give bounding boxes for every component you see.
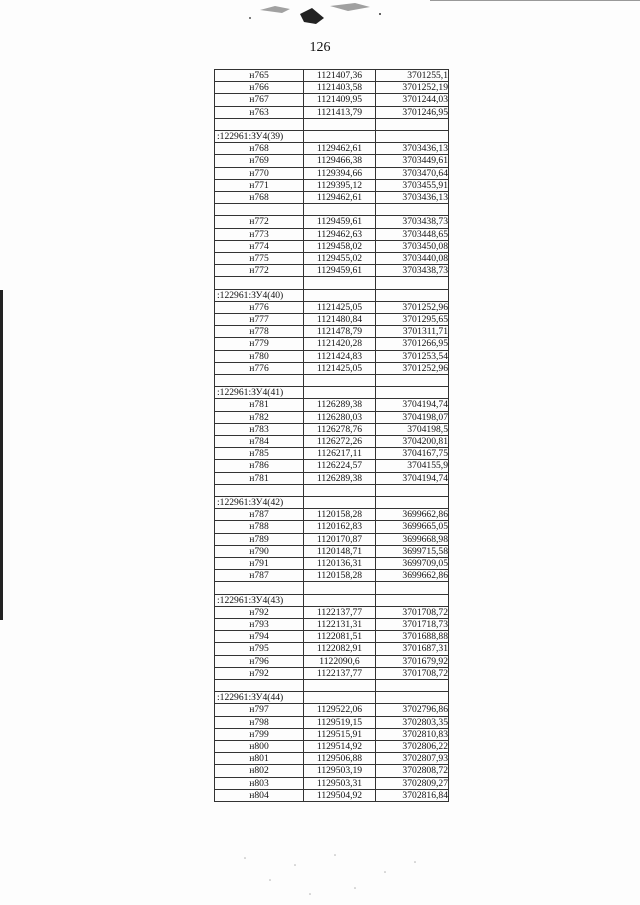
y-coordinate: 3703436,13 [376,143,449,155]
x-coordinate: 1122131,31 [304,619,376,631]
parcel-header-row [215,131,449,143]
point-id: н768 [215,143,304,155]
point-id: н772 [215,265,304,277]
point-id: н771 [215,179,304,191]
point-id: н767 [215,94,304,106]
scan-binding-edge [0,290,3,620]
y-coordinate: 3701687,31 [376,643,449,655]
x-coordinate: 1121407,36 [304,70,376,82]
point-id: н782 [215,411,304,423]
parcel-header-row [215,497,449,509]
y-coordinate: 3701252,96 [376,301,449,313]
point-id: н795 [215,643,304,655]
point-id: н787 [215,570,304,582]
y-coordinate: 3704198,5 [376,423,449,435]
table-row [215,179,449,191]
y-coordinate: 3699709,05 [376,558,449,570]
x-coordinate: 1121420,28 [304,338,376,350]
x-coordinate: 1126289,38 [304,399,376,411]
point-id: н791 [215,558,304,570]
y-coordinate: 3703448,65 [376,228,449,240]
x-coordinate: 1121425,05 [304,362,376,374]
point-id: н793 [215,619,304,631]
y-coordinate: 3701255,1 [376,70,449,82]
y-coordinate: 3701244,03 [376,94,449,106]
x-coordinate: 1122090,6 [304,655,376,667]
point-id: н781 [215,472,304,484]
x-coordinate: 1129394,66 [304,167,376,179]
y-coordinate: 3701708,72 [376,606,449,618]
x-coordinate: 1129503,31 [304,777,376,789]
y-coordinate: 3701679,92 [376,655,449,667]
table-row [215,314,449,326]
spacer-row [215,582,449,594]
point-id: н794 [215,631,304,643]
point-id: н804 [215,789,304,801]
point-id: н792 [215,606,304,618]
table-row [215,399,449,411]
table-row [215,423,449,435]
y-coordinate: 3701252,96 [376,362,449,374]
table-row [215,82,449,94]
point-id: н772 [215,216,304,228]
x-coordinate: 1120148,71 [304,545,376,557]
y-coordinate: 3702816,84 [376,789,449,801]
point-id: н775 [215,253,304,265]
table-row [215,253,449,265]
x-coordinate: 1120158,28 [304,509,376,521]
table-row [215,460,449,472]
x-coordinate: 1129462,63 [304,228,376,240]
spacer-row [215,118,449,130]
y-coordinate: 3701246,95 [376,106,449,118]
table-row [215,192,449,204]
point-id: н797 [215,704,304,716]
y-coordinate: 3701252,19 [376,82,449,94]
y-coordinate: 3702807,93 [376,753,449,765]
y-coordinate: 3702810,83 [376,728,449,740]
point-id: н777 [215,314,304,326]
x-coordinate: 1120158,28 [304,570,376,582]
point-id: н765 [215,70,304,82]
x-coordinate: 1129519,15 [304,716,376,728]
table-row [215,716,449,728]
x-coordinate: 1122137,77 [304,606,376,618]
scan-noise [215,850,445,900]
spacer-row [215,277,449,289]
table-row [215,436,449,448]
point-id: н788 [215,521,304,533]
x-coordinate: 1129503,19 [304,765,376,777]
point-id: н787 [215,509,304,521]
table-row [215,326,449,338]
point-id: н799 [215,728,304,740]
point-id: н776 [215,301,304,313]
y-coordinate: 3704194,74 [376,399,449,411]
point-id: н803 [215,777,304,789]
x-coordinate: 1129462,61 [304,143,376,155]
x-coordinate: 1129504,92 [304,789,376,801]
x-coordinate: 1122137,77 [304,667,376,679]
table-row [215,472,449,484]
table-row [215,228,449,240]
table-row [215,362,449,374]
table-row [215,167,449,179]
point-id: н769 [215,155,304,167]
x-coordinate: 1120162,83 [304,521,376,533]
table-row [215,143,449,155]
x-coordinate: 1126224,57 [304,460,376,472]
spacer-row [215,204,449,216]
table-row [215,704,449,716]
table-row [215,655,449,667]
table-row [215,411,449,423]
x-coordinate: 1120170,87 [304,533,376,545]
x-coordinate: 1129459,61 [304,265,376,277]
point-id: н781 [215,399,304,411]
spacer-row [215,680,449,692]
table-row [215,728,449,740]
y-coordinate: 3703436,13 [376,192,449,204]
parcel-id: :122961:ЗУ4(44) [215,692,304,704]
y-coordinate: 3704200,81 [376,436,449,448]
y-coordinate: 3704167,75 [376,448,449,460]
spacer-row [215,375,449,387]
y-coordinate: 3704194,74 [376,472,449,484]
point-id: н800 [215,741,304,753]
table-row [215,789,449,801]
point-id: н763 [215,106,304,118]
y-coordinate: 3704198,07 [376,411,449,423]
point-id: н802 [215,765,304,777]
table-row [215,631,449,643]
point-id: н801 [215,753,304,765]
table-row [215,667,449,679]
y-coordinate: 3703449,61 [376,155,449,167]
y-coordinate: 3701688,88 [376,631,449,643]
table-row [215,545,449,557]
y-coordinate: 3702806,22 [376,741,449,753]
point-id: н783 [215,423,304,435]
y-coordinate: 3699662,86 [376,509,449,521]
y-coordinate: 3703455,91 [376,179,449,191]
parcel-id: :122961:ЗУ4(40) [215,289,304,301]
x-coordinate: 1126217,11 [304,448,376,460]
point-id: н768 [215,192,304,204]
page-number: 126 [309,40,331,55]
parcel-id: :122961:ЗУ4(39) [215,131,304,143]
x-coordinate: 1121478,79 [304,326,376,338]
table-row [215,240,449,252]
parcel-id: :122961:ЗУ4(43) [215,594,304,606]
x-coordinate: 1129455,02 [304,253,376,265]
y-coordinate: 3704155,9 [376,460,449,472]
point-id: н780 [215,350,304,362]
table-row [215,753,449,765]
y-coordinate: 3703438,73 [376,216,449,228]
y-coordinate: 3699715,58 [376,545,449,557]
point-id: н785 [215,448,304,460]
table-row [215,448,449,460]
table-row [215,216,449,228]
table-row [215,741,449,753]
y-coordinate: 3701266,95 [376,338,449,350]
point-id: н792 [215,667,304,679]
y-coordinate: 3702809,27 [376,777,449,789]
x-coordinate: 1120136,31 [304,558,376,570]
x-coordinate: 1121413,79 [304,106,376,118]
point-id: н766 [215,82,304,94]
y-coordinate: 3702808,72 [376,765,449,777]
coordinates-table [214,69,449,802]
x-coordinate: 1121409,95 [304,94,376,106]
point-id: н779 [215,338,304,350]
point-id: н774 [215,240,304,252]
table-row [215,509,449,521]
x-coordinate: 1121480,84 [304,314,376,326]
parcel-header-row [215,594,449,606]
table-row [215,558,449,570]
table-row [215,533,449,545]
table-row [215,338,449,350]
parcel-id: :122961:ЗУ4(42) [215,497,304,509]
point-id: н773 [215,228,304,240]
parcel-header-row [215,387,449,399]
x-coordinate: 1129506,88 [304,753,376,765]
y-coordinate: 3699668,98 [376,533,449,545]
point-id: н778 [215,326,304,338]
point-id: н776 [215,362,304,374]
point-id: н798 [215,716,304,728]
point-id: н784 [215,436,304,448]
point-id: н790 [215,545,304,557]
table-row [215,155,449,167]
y-coordinate: 3699662,86 [376,570,449,582]
x-coordinate: 1129515,91 [304,728,376,740]
parcel-header-row [215,289,449,301]
table-row [215,301,449,313]
x-coordinate: 1129462,61 [304,192,376,204]
x-coordinate: 1129522,06 [304,704,376,716]
y-coordinate: 3703438,73 [376,265,449,277]
table-row [215,106,449,118]
y-coordinate: 3703470,64 [376,167,449,179]
point-id: н786 [215,460,304,472]
y-coordinate: 3701718,73 [376,619,449,631]
x-coordinate: 1126278,76 [304,423,376,435]
table-row [215,70,449,82]
parcel-header-row [215,692,449,704]
x-coordinate: 1122081,51 [304,631,376,643]
table-row [215,777,449,789]
y-coordinate: 3701708,72 [376,667,449,679]
x-coordinate: 1129458,02 [304,240,376,252]
x-coordinate: 1129459,61 [304,216,376,228]
x-coordinate: 1126272,26 [304,436,376,448]
point-id: н796 [215,655,304,667]
table-row [215,765,449,777]
y-coordinate: 3703450,08 [376,240,449,252]
point-id: н770 [215,167,304,179]
x-coordinate: 1122082,91 [304,643,376,655]
x-coordinate: 1121424,83 [304,350,376,362]
table-row [215,350,449,362]
scan-smudge [220,0,420,32]
x-coordinate: 1126280,03 [304,411,376,423]
x-coordinate: 1129395,12 [304,179,376,191]
x-coordinate: 1121425,05 [304,301,376,313]
table-row [215,619,449,631]
table-row [215,606,449,618]
y-coordinate: 3703440,08 [376,253,449,265]
point-id: н789 [215,533,304,545]
parcel-id: :122961:ЗУ4(41) [215,387,304,399]
y-coordinate: 3701295,65 [376,314,449,326]
scan-edge-line [430,0,640,1]
x-coordinate: 1129466,38 [304,155,376,167]
table-row [215,94,449,106]
table-row [215,265,449,277]
x-coordinate: 1121403,58 [304,82,376,94]
x-coordinate: 1129514,92 [304,741,376,753]
y-coordinate: 3699665,05 [376,521,449,533]
table-row [215,521,449,533]
y-coordinate: 3702796,86 [376,704,449,716]
spacer-row [215,484,449,496]
table-row [215,570,449,582]
table-row [215,643,449,655]
y-coordinate: 3702803,35 [376,716,449,728]
y-coordinate: 3701311,71 [376,326,449,338]
y-coordinate: 3701253,54 [376,350,449,362]
x-coordinate: 1126289,38 [304,472,376,484]
